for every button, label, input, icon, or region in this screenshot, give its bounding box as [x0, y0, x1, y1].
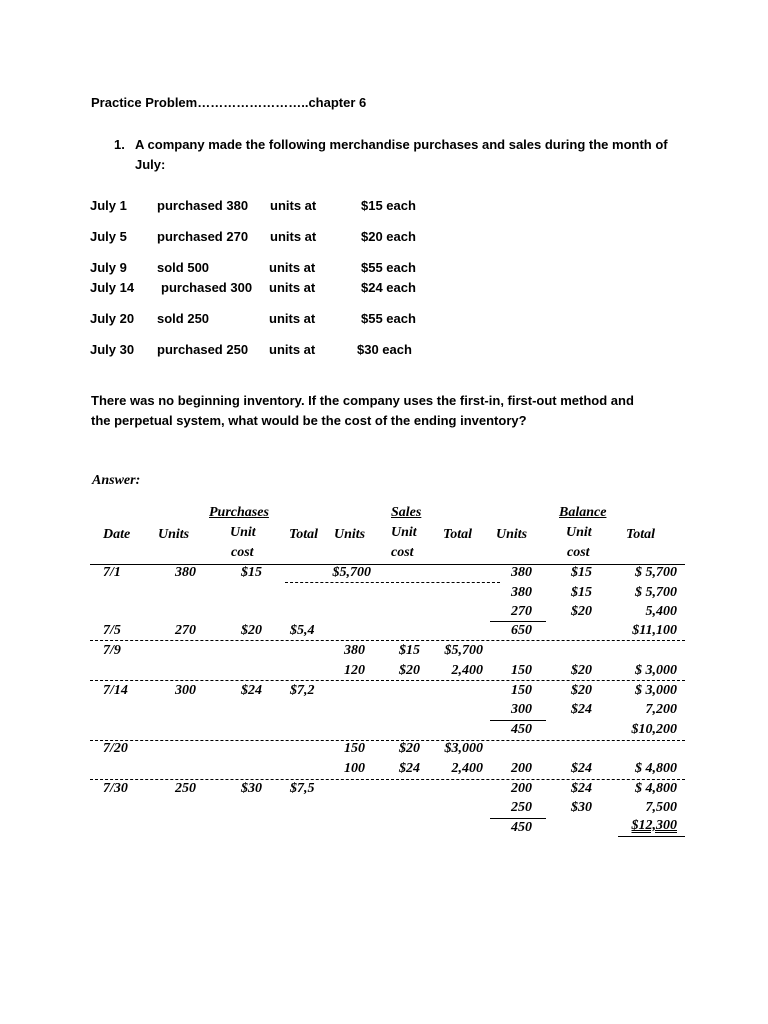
purchase-total: $7,2 [290, 683, 315, 698]
transaction-date: July 14 [90, 280, 135, 295]
balance-units: 380 [511, 565, 532, 580]
page-title: Practice Problem……………………..chapter 6 [91, 95, 367, 110]
balance-total: $ 3,000 [635, 663, 677, 678]
balance-total: 7,200 [645, 702, 677, 717]
transaction-date: July 30 [90, 342, 135, 357]
row-date: 7/30 [103, 781, 128, 796]
purchase-unit-cost: $24 [241, 683, 262, 698]
row-separator [90, 680, 685, 681]
col-p-units-header: Units [158, 527, 190, 542]
transaction-action: sold 250 [157, 311, 210, 326]
sale-total: 2,400 [451, 761, 483, 776]
balance-units: 380 [511, 585, 532, 600]
balance-total: 5,400 [645, 604, 677, 619]
question-line-1: A company made the following merchandise purchases and sales during the month of [135, 137, 668, 152]
col-p-cost-header: cost [231, 545, 254, 560]
purchase-total: $7,5 [290, 781, 315, 796]
balance-units: 650 [511, 623, 532, 638]
balance-unit-cost: $15 [571, 585, 592, 600]
answer-label: Answer: [92, 473, 141, 488]
sale-units: 100 [344, 761, 365, 776]
col-p-unit-header: Unit [230, 525, 256, 540]
balance-total: $ 4,800 [635, 781, 677, 796]
balance-unit-cost: $15 [571, 565, 592, 580]
purchase-units: 250 [175, 781, 196, 796]
balance-units: 300 [511, 702, 532, 717]
transaction-date: July 1 [90, 198, 127, 213]
balance-units: 150 [511, 683, 532, 698]
question-number: 1. [114, 137, 125, 152]
balance-units-underline [490, 720, 546, 721]
row-date: 7/5 [103, 623, 121, 638]
col-b-unit-header: Unit [566, 525, 592, 540]
sale-unit-cost: $20 [399, 741, 420, 756]
balance-total: $ 5,700 [635, 585, 677, 600]
row-date: 7/20 [103, 741, 128, 756]
balance-units-underline [490, 621, 546, 622]
transaction-units-text: units at [269, 342, 316, 357]
sale-unit-cost: $20 [399, 663, 420, 678]
row-separator [90, 640, 685, 641]
balance-unit-cost: $20 [571, 604, 592, 619]
final-total-rule [618, 836, 685, 837]
transaction-action: purchased 380 [157, 198, 249, 213]
col-b-cost-header: cost [567, 545, 590, 560]
transaction-date: July 20 [90, 311, 135, 326]
col-s-units-header: Units [334, 527, 366, 542]
balance-unit-cost: $20 [571, 683, 592, 698]
row-date: 7/1 [103, 565, 121, 580]
transaction-price: $20 each [361, 229, 416, 244]
transaction-date: July 5 [90, 229, 127, 244]
sale-units: 120 [344, 663, 365, 678]
sale-unit-cost: $15 [399, 643, 420, 658]
balance-total: $ 4,800 [635, 761, 677, 776]
balance-unit-cost: $24 [571, 761, 592, 776]
purchases-header: Purchases [209, 505, 269, 520]
transaction-action: purchased 250 [157, 342, 249, 357]
sales-header: Sales [391, 505, 422, 520]
sale-units: 380 [344, 643, 365, 658]
transaction-price: $55 each [361, 260, 416, 275]
purchase-unit-cost: $30 [241, 781, 262, 796]
col-p-total-header: Total [289, 527, 319, 542]
sale-unit-cost: $24 [399, 761, 420, 776]
ending-inventory-total: $12,300 [631, 818, 677, 833]
balance-units: 250 [511, 800, 532, 815]
balance-unit-cost: $20 [571, 663, 592, 678]
transaction-date: July 9 [90, 260, 127, 275]
transaction-units-text: units at [269, 260, 316, 275]
prompt-line-1: There was no beginning inventory. If the company uses the first-in, first-out method and [91, 393, 634, 408]
purchase-unit-cost: $15 [241, 565, 262, 580]
transaction-action: purchased 300 [161, 280, 253, 295]
balance-units-underline [490, 818, 546, 819]
sale-units: 150 [344, 741, 365, 756]
transaction-units-text: units at [270, 198, 317, 213]
prompt-line-2: the perpetual system, what would be the cost of the ending inventory? [91, 413, 527, 428]
transaction-action: sold 500 [157, 260, 210, 275]
transaction-action: purchased 270 [157, 229, 249, 244]
col-date-header: Date [103, 527, 131, 542]
transaction-units-text: units at [270, 229, 317, 244]
transaction-price: $30 each [357, 342, 412, 357]
balance-total: $ 5,700 [635, 565, 677, 580]
transaction-price: $55 each [361, 311, 416, 326]
balance-units: 150 [511, 663, 532, 678]
balance-total: $11,100 [632, 623, 677, 638]
balance-total: 7,500 [645, 800, 677, 815]
purchase-total: $5,700 [332, 565, 371, 580]
purchase-unit-cost: $20 [241, 623, 262, 638]
row-date: 7/9 [103, 643, 121, 658]
col-s-total-header: Total [443, 527, 473, 542]
balance-units: 200 [511, 781, 532, 796]
balance-header: Balance [559, 505, 607, 520]
purchase-units: 380 [175, 565, 196, 580]
row-separator [90, 779, 685, 780]
col-s-unit-header: Unit [391, 525, 417, 540]
transaction-units-text: units at [269, 311, 316, 326]
row-date: 7/14 [103, 683, 128, 698]
purchase-units: 270 [175, 623, 196, 638]
row-separator [285, 582, 500, 583]
purchase-units: 300 [175, 683, 196, 698]
balance-unit-cost: $30 [571, 800, 592, 815]
transaction-price: $24 each [361, 280, 416, 295]
col-b-total-header: Total [626, 527, 656, 542]
balance-total: $10,200 [631, 722, 677, 737]
balance-unit-cost: $24 [571, 781, 592, 796]
sale-total: 2,400 [451, 663, 483, 678]
balance-unit-cost: $24 [571, 702, 592, 717]
balance-units: 270 [511, 604, 532, 619]
balance-total: $ 3,000 [635, 683, 677, 698]
balance-units: 450 [511, 820, 532, 835]
col-b-units-header: Units [496, 527, 528, 542]
balance-units: 200 [511, 761, 532, 776]
purchase-total: $5,4 [290, 623, 315, 638]
transaction-units-text: units at [269, 280, 316, 295]
question-line-2: July: [135, 157, 166, 172]
sale-total: $5,700 [444, 643, 483, 658]
balance-units: 450 [511, 722, 532, 737]
transaction-price: $15 each [361, 198, 416, 213]
sale-total: $3,000 [444, 741, 483, 756]
col-s-cost-header: cost [391, 545, 414, 560]
